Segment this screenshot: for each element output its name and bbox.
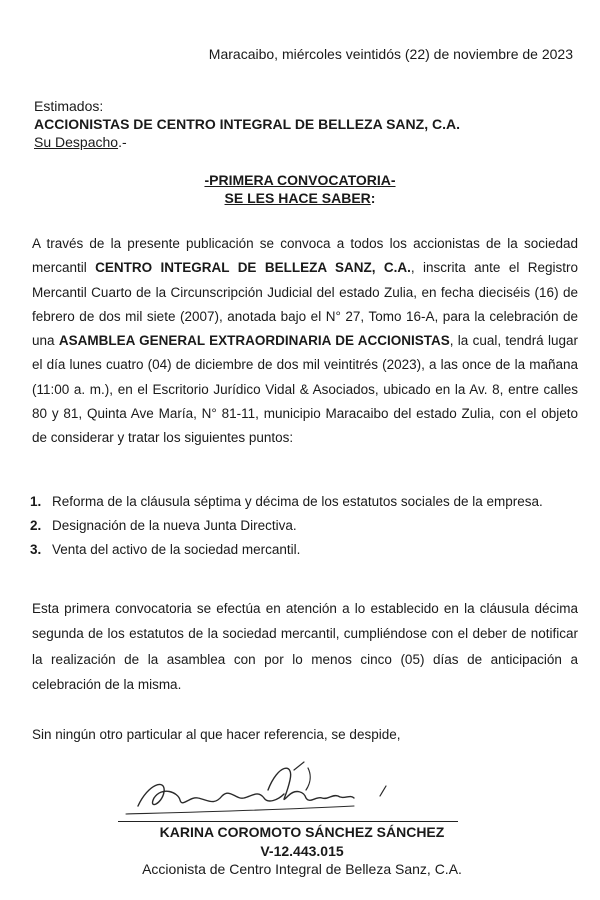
title-line-1: -PRIMERA CONVOCATORIA- — [204, 172, 396, 188]
list-number: 1. — [30, 494, 42, 509]
p1-part-a: A través de la presente publicación se convoca a todos los accionistas de la sociedad mercantil — [32, 236, 578, 276]
paragraph-convocation — [32, 232, 578, 451]
despacho-suffix: .- — [118, 134, 127, 150]
salutation: Estimados: — [34, 98, 104, 114]
list-text: Designación de la nueva Junta Directiva. — [52, 518, 297, 533]
despacho: Su Despacho — [34, 134, 119, 150]
p1-part-b: , inscrita ante el Registro Mercantil Cuarto de la Circunscripción Judicial del estado Zulia, en fecha dieciséis (16) de febrero de dos mil siete (2007), anotada bajo el N° 27, Tomo 16-A, para la celebración de una — [32, 260, 578, 349]
signature-line — [118, 821, 458, 822]
agenda-list — [30, 490, 580, 562]
signer-block — [92, 823, 512, 879]
list-text: Venta del activo de la sociedad mercantil. — [52, 542, 301, 557]
document-title — [0, 171, 600, 207]
list-number: 2. — [30, 518, 42, 533]
signer-name: KARINA COROMOTO SÁNCHEZ SÁNCHEZ — [159, 824, 445, 840]
signer-id: V-12.443.015 — [260, 842, 344, 859]
title-line-2-suffix: : — [370, 190, 376, 206]
date-line: Maracaibo, miércoles veintidós (22) de noviembre de 2023 — [208, 46, 573, 62]
list-number: 3. — [30, 542, 42, 557]
list-item — [30, 514, 580, 538]
list-item — [30, 538, 580, 562]
title-line-2: SE LES HACE SABER — [224, 190, 371, 206]
despacho-line — [34, 133, 460, 151]
addressee-company: ACCIONISTAS DE CENTRO INTEGRAL DE BELLEZA SANZ, C.A. — [34, 116, 460, 132]
p1-company: CENTRO INTEGRAL DE BELLEZA SANZ, C.A. — [95, 260, 411, 276]
closing-line: Sin ningún otro particular al que hacer referencia, se despide, — [32, 727, 401, 742]
paragraph-basis: Esta primera convocatoria se efectúa en atención a lo establecido en la cláusula décima segunda de los estatutos de la sociedad mercantil, cumpliéndose con el deber de notificar la realización de la asamblea con por lo menos cinco (05) días de anticipación a celebración de la misma. — [32, 601, 578, 692]
greeting-block — [34, 97, 460, 151]
list-text: Reforma de la cláusula séptima y décima de los estatutos sociales de la empresa. — [52, 494, 543, 509]
signer-role: Accionista de Centro Integral de Belleza Sanz, C.A. — [142, 861, 462, 877]
list-item — [30, 490, 580, 514]
p1-part-c: , la cual, tendrá lugar el día lunes cuatro (04) de diciembre de dos mil veintitrés (2023), a las once de la mañana (11:00 a. m.), en el Escritorio Jurídico Vidal & Asociados, ubicado en la Av. 8, entre calles 80 y 81, Quinta Ave María, N° 81-11, municipio Maracaibo del estado Zulia, con el objeto de considerar y tratar los siguientes puntos: — [32, 333, 579, 446]
handwritten-signature — [118, 756, 458, 826]
p1-assembly: ASAMBLEA GENERAL EXTRAORDINARIA DE ACCIONISTAS — [58, 333, 450, 349]
